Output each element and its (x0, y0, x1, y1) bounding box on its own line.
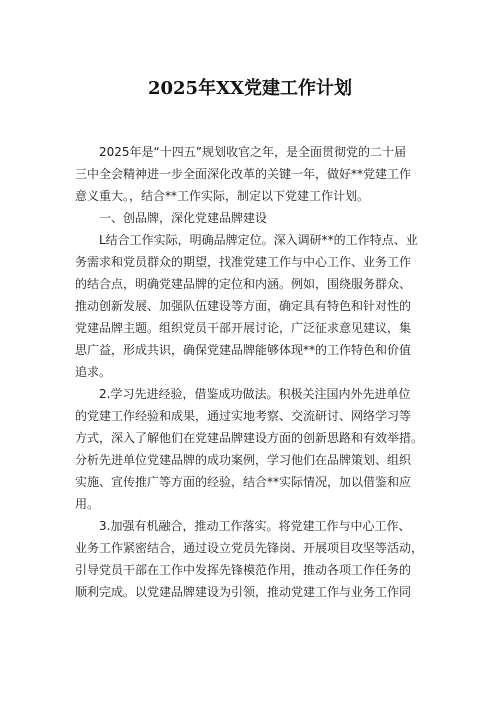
text-line: 2025年是“十四五”规划收官之年，是全面贯彻党的二十届 (99, 145, 406, 159)
text-line: 务需求和党员群众的期望，找准党建工作与中心工作、业务工作 (75, 255, 412, 269)
text-line: L结合工作实际，明确品牌定位。深入调研**的工作特点、业 (99, 233, 418, 247)
text-line: 党建品牌主题。组织党员干部开展讨论，广泛征求意见建议，集 (75, 321, 412, 335)
document-title: 2025年XX党建工作计划 (147, 78, 353, 99)
paragraph-item-3 (75, 515, 445, 603)
text-line: 推动创新发展、加强队伍建设等方面，确定具有特色和针对性的 (75, 299, 412, 313)
text-line: 业务工作紧密结合，通过设立党员先锋岗、开展项目攻坚等活动， (75, 541, 424, 555)
text-line: 意义重大。，结合**工作实际，制定以下党建工作计划。 (75, 189, 370, 203)
document-body (75, 141, 445, 603)
text-line: 2.学习先进经验，借鉴成功做法。积极关注国内外先进单位 (99, 387, 411, 401)
text-line: 用。 (75, 497, 100, 511)
text-line: 分析先进单位党建品牌的成功案例，学习他们在品牌策划、组织 (75, 453, 412, 467)
text-line: 的党建工作经验和成果，通过实地考察、交流研讨、网络学习等 (75, 409, 412, 423)
text-line: 的结合点，明确党建品牌的定位和内涵。例如，围绕服务群众、 (75, 277, 412, 291)
paragraph-item-2 (75, 383, 445, 515)
section-heading (75, 207, 445, 229)
paragraph-item-1 (75, 229, 445, 383)
text-line: 思广益，形成共识，确保党建品牌能够体现**的工作特色和价值 (75, 343, 412, 357)
text-line: 追求。 (75, 365, 112, 379)
text-line: 引导党员干部在工作中发挥先锋模范作用，推动各项工作任务的 (75, 563, 412, 577)
text-line: 顺利完成。以党建品牌建设为引领，推动党建工作与业务工作同 (75, 585, 412, 599)
text-line: 3.加强有机融合，推动工作落实。将党建工作与中心工作、 (99, 519, 411, 533)
text-line: 三中全会精神进一步全面深化改革的关键一年，做好**党建工作 (75, 167, 412, 181)
text-line: 方式，深入了解他们在党建品牌建设方面的创新思路和有效举措。 (75, 431, 424, 445)
section-heading-text: 一、创品牌，深化党建品牌建设 (99, 211, 268, 225)
text-line: 实施、宣传推广等方面的经验，结合**实际情况，加以借鉴和应 (75, 475, 412, 489)
paragraph-intro (75, 141, 445, 207)
